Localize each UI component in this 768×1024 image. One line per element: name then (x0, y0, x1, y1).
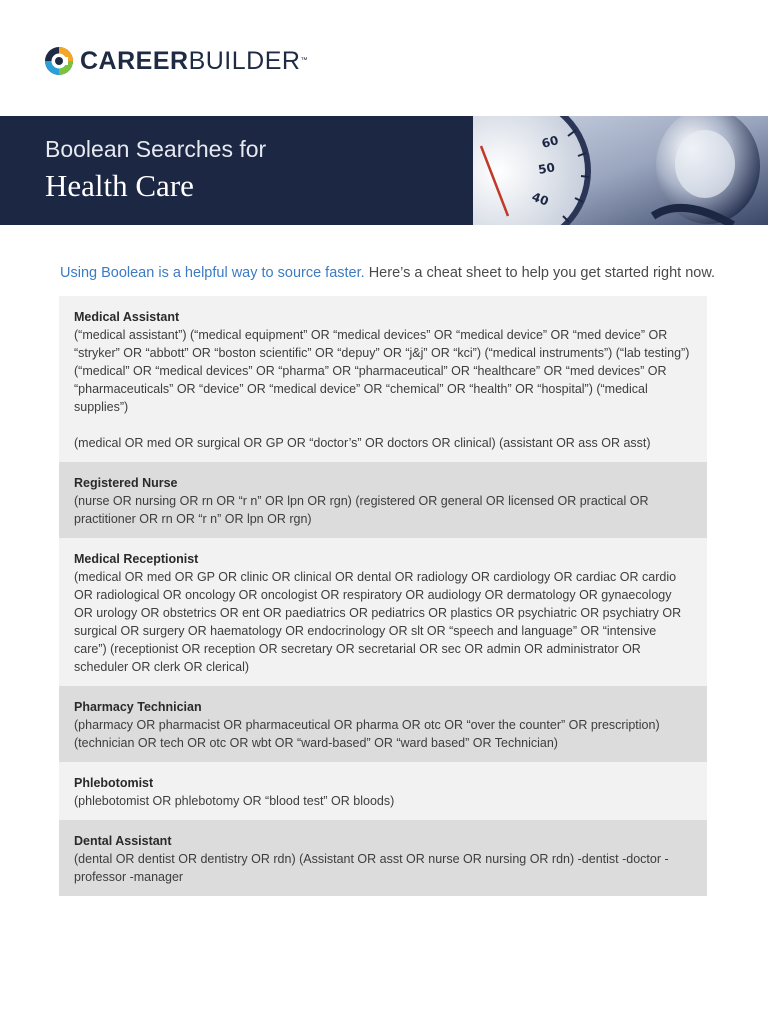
intro-text (60, 265, 720, 281)
section-title: Pharmacy Technician (74, 700, 202, 714)
intro-rest: Here’s a cheat sheet to help you get started right now. (364, 265, 716, 281)
svg-text:40: 40 (529, 189, 551, 209)
section-pharmacy-technician (59, 686, 707, 762)
section-phlebotomist (59, 762, 707, 820)
intro-highlight: Using Boolean is a helpful way to source faster. (60, 265, 365, 281)
section-title: Phlebotomist (74, 776, 154, 790)
section-registered-nurse (59, 462, 707, 538)
section-query: (pharmacy OR pharmacist OR pharmaceutical OR pharma OR otc OR “over the counter” OR prescription) (technician OR tech OR otc OR wbt OR “ward-based” OR “ward based” OR Technician) (74, 718, 660, 750)
banner-title: Health Care (45, 168, 194, 203)
careerbuilder-logo (44, 46, 308, 76)
svg-text:60: 60 (540, 133, 560, 151)
svg-text:50: 50 (537, 160, 556, 177)
boolean-search-list (59, 296, 707, 896)
careerbuilder-logo-icon (44, 46, 74, 76)
section-query: (dental OR dentist OR dentistry OR rdn) (Assistant OR asst OR nurse OR nursing OR rdn) -dentist -doctor -professor -manager (74, 852, 669, 884)
banner-subtitle: Boolean Searches for (45, 136, 267, 162)
section-medical-receptionist (59, 538, 707, 686)
section-query: (“medical assistant”) (“medical equipment” OR “medical devices” OR “medical device” OR “med device” OR “stryker” OR “abbott” OR “boston scientific” OR “depuy” OR “j&j” OR “kci”) (“medical instruments”) (“lab testing”) (“medical” OR “medical devices” OR “pharma” OR “pharmaceutical” OR “healthcare” OR “med devices” OR “pharmaceuticals” OR “device” OR “medical device” OR “chemical” OR “health” OR “hospital”) (“medical supplies”) (74, 328, 690, 414)
section-title: Medical Receptionist (74, 552, 199, 566)
section-query: (medical OR med OR GP OR clinic OR clinical OR dental OR radiology OR cardiology OR cardiac OR cardio OR radiological OR oncology OR oncologist OR respiratory OR audiology OR dermatology OR gynaecology OR urology OR obstetrics OR ent OR paediatrics OR pediatrics OR plastics OR psychiatric OR psychiatry OR surgical OR surgery OR haematology OR endocrinology OR slt OR “speech and language” OR “intensive care”) (receptionist OR reception OR secretary OR secretarial OR sec OR admin OR administrator OR scheduler OR clerk OR clerical) (74, 570, 682, 674)
section-title: Dental Assistant (74, 834, 172, 848)
title-banner (0, 116, 768, 225)
logo-text-light: BUILDER (188, 47, 301, 75)
logo-text-bold: CAREER (80, 47, 189, 75)
section-dental-assistant (59, 820, 707, 896)
logo-trademark: ™ (300, 57, 308, 64)
stethoscope-gauge-image (473, 116, 768, 225)
logo-wordmark (80, 46, 308, 76)
section-query: (phlebotomist OR phlebotomy OR “blood test” OR bloods) (74, 794, 395, 808)
section-medical-assistant (59, 296, 707, 462)
section-title: Medical Assistant (74, 310, 180, 324)
section-title: Registered Nurse (74, 476, 178, 490)
section-query: (nurse OR nursing OR rn OR “r n” OR lpn OR rgn) (registered OR general OR licensed OR practical OR practitioner OR rn OR “r n” OR lpn OR rgn) (74, 494, 649, 526)
section-query: (medical OR med OR surgical OR GP OR “doctor’s” OR doctors OR clinical) (assistant OR ass OR asst) (74, 436, 651, 450)
